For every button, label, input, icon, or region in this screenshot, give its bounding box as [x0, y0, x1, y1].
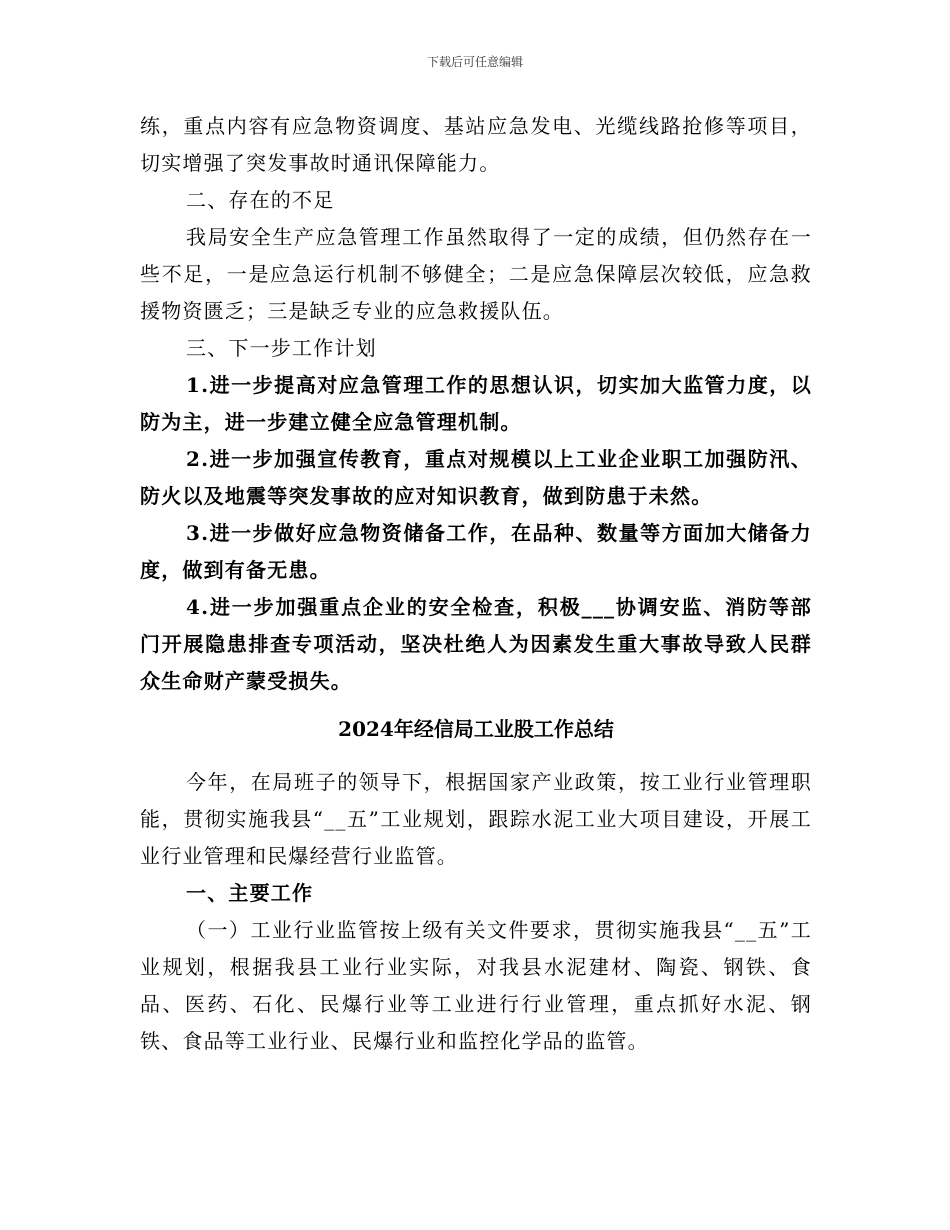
plan-item-1: 1.进一步提高对应急管理工作的思想认识，切实加大监管力度，以防为主，进一步建立健全应急管理机制。 — [140, 373, 812, 434]
paragraph-intro: 今年，在局班子的领导下，根据国家产业政策，按工业行业管理职能，贯彻实施我县“__五”工业规划，跟踪水泥工业大项目建设，开展工业行业管理和民爆经营行业监管。 — [140, 770, 812, 868]
document-title: 2024年经信局工业股工作总结 — [338, 717, 614, 741]
plan-item-4: 4.进一步加强重点企业的安全检查，积极___协调安监、消防等部门开展隐患排查专项活动，坚决杜绝人为因素发生重大事故导致人民群众生命财产蒙受损失。 — [140, 595, 812, 693]
plan-item-3: 3.进一步做好应急物资储备工作，在品种、数量等方面加大储备力度，做到有备无患。 — [140, 521, 812, 582]
section-heading-shortcomings: 二、存在的不足 — [186, 188, 335, 212]
page-header: 下载后可任意编辑 — [426, 55, 523, 69]
paragraph-continued: 练，重点内容有应急物资调度、基站应急发电、光缆线路抢修等项目，切实增强了突发事故时通讯保障能力。 — [140, 114, 812, 175]
document-body — [140, 108, 812, 1060]
section-heading-next-steps: 三、下一步工作计划 — [186, 336, 377, 360]
paragraph-industry-supervision: （一）工业行业监管按上级有关文件要求，贯彻实施我县“__五”工业规划，根据我县工业行业实际，对我县水泥建材、陶瓷、钢铁、食品、医药、石化、民爆行业等工业进行行业管理，重点抓好水泥、钢铁、食品等工业行业、民爆行业和监控化学品的监管。 — [140, 918, 812, 1053]
section-heading-main-work: 一、主要工作 — [186, 881, 314, 905]
plan-item-2: 2.进一步加强宣传教育，重点对规模以上工业企业职工加强防汛、防火以及地震等突发事故的应对知识教育，做到防患于未然。 — [140, 447, 812, 508]
paragraph-shortcomings: 我局安全生产应急管理工作虽然取得了一定的成绩，但仍然存在一些不足，一是应急运行机制不够健全；二是应急保障层次较低，应急救援物资匮乏；三是缺乏专业的应急救援队伍。 — [140, 225, 812, 323]
